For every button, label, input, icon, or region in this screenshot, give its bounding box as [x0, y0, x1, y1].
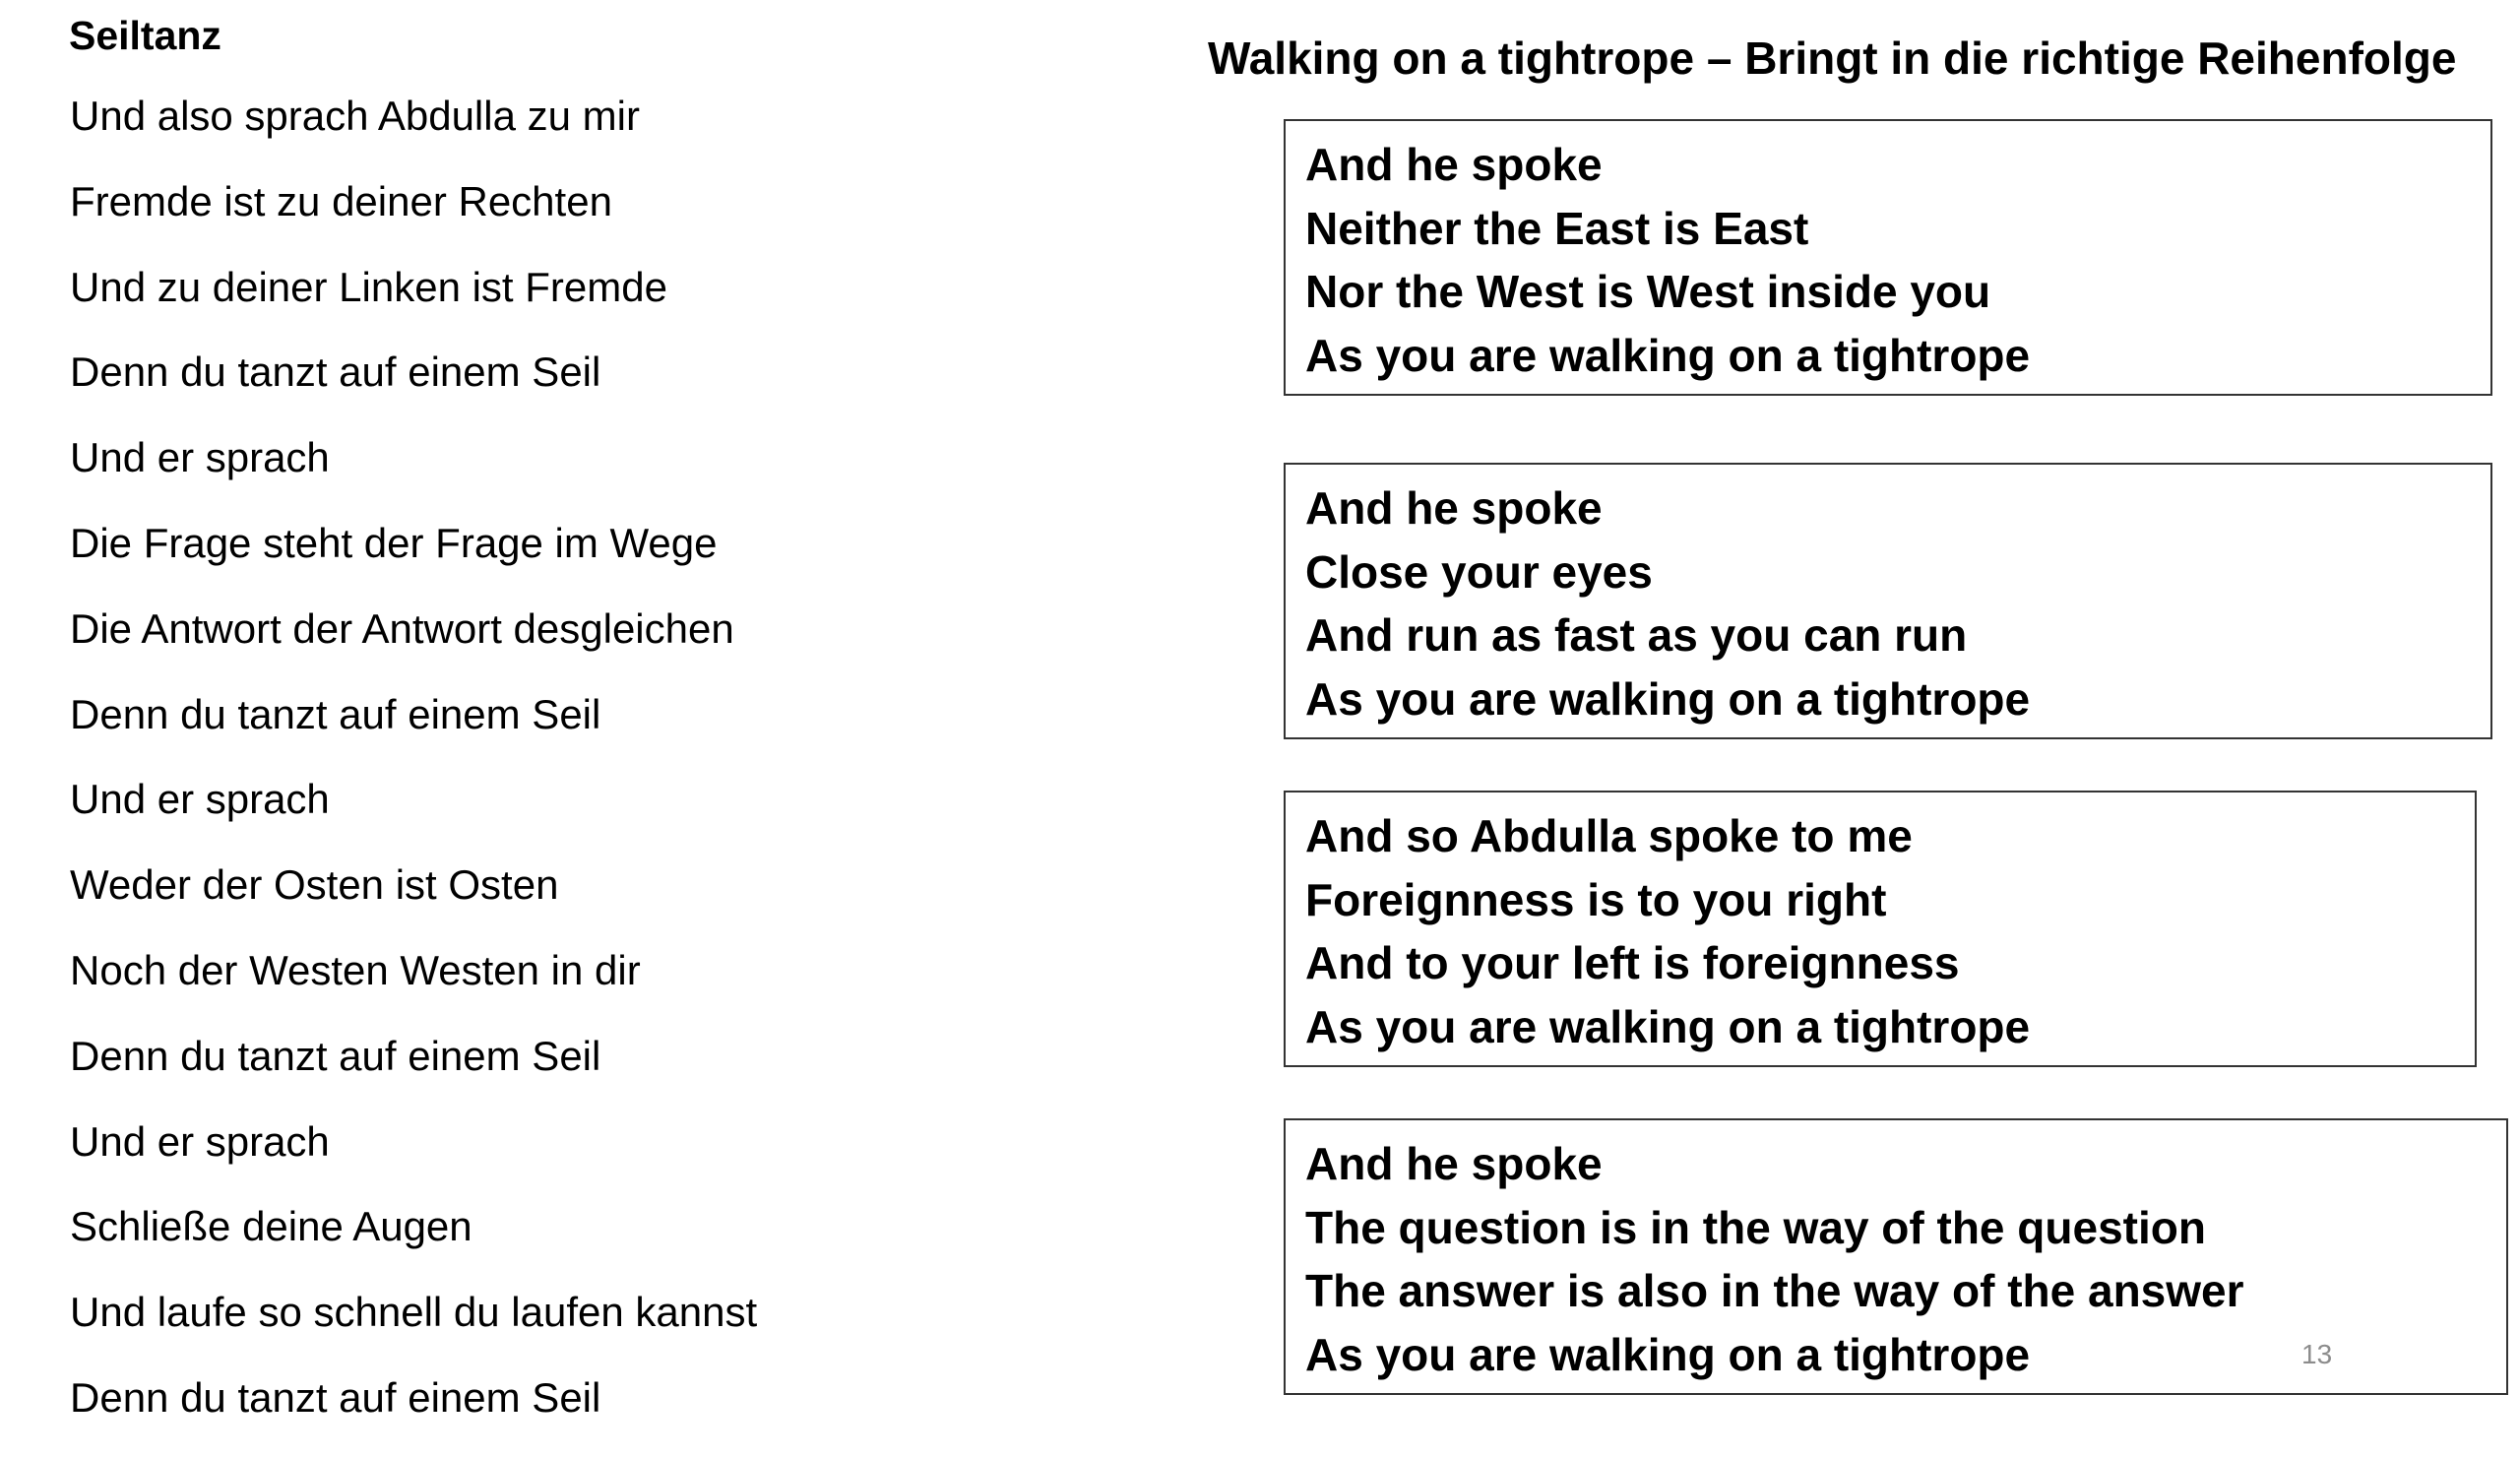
verse-box-3[interactable] — [1284, 791, 2477, 1067]
verse-line: And so Abdulla spoke to me — [1305, 810, 1913, 861]
page-number: 13 — [2301, 1339, 2333, 1369]
german-lyric-line: Noch der Westen Westen in dir — [70, 946, 641, 993]
german-lyric-line: Und er sprach — [70, 434, 330, 481]
german-lyric-line: Denn du tanzt auf einem Seil — [70, 1373, 601, 1421]
german-lyrics-list — [70, 91, 757, 1458]
verse-line: And run as fast as you can run — [1305, 609, 1968, 661]
english-title: Walking on a tightrope – Bringt in die richtige Reihenfolge — [1208, 32, 2457, 84]
german-lyric-line: Weder der Osten ist Osten — [70, 861, 559, 909]
verse-line: The answer is also in the way of the answer — [1305, 1265, 2244, 1316]
verse-box-2[interactable] — [1284, 463, 2492, 739]
verse-line: And he spoke — [1305, 139, 1603, 190]
verse-line: Nor the West is West inside you — [1305, 266, 1991, 317]
german-lyric-line: Fremde ist zu deiner Rechten — [70, 177, 612, 224]
german-lyric-line: Und zu deiner Linken ist Fremde — [70, 263, 667, 310]
verse-line: Neither the East is East — [1305, 202, 1809, 254]
german-lyric-line: Die Antwort der Antwort desgleichen — [70, 604, 734, 652]
verse-line: And he spoke — [1305, 1138, 1603, 1189]
german-lyric-line: Die Frage steht der Frage im Wege — [70, 519, 718, 566]
verse-line: Foreignness is to you right — [1305, 873, 1887, 925]
german-title: Seiltanz — [69, 13, 221, 58]
verse-line: As you are walking on a tightrope — [1305, 329, 2031, 381]
verse-box-1[interactable] — [1284, 119, 2492, 396]
verse-line: And to your left is foreignness — [1305, 937, 1960, 988]
german-lyric-line: Und er sprach — [70, 776, 330, 823]
german-lyric-line: Denn du tanzt auf einem Seil — [70, 349, 601, 396]
verse-line: As you are walking on a tightrope — [1305, 1000, 2031, 1052]
german-lyric-line: Und laufe so schnell du laufen kannst — [70, 1289, 758, 1336]
verse-line: As you are walking on a tightrope — [1305, 1328, 2031, 1380]
german-lyric-line: Und er sprach — [70, 1117, 330, 1165]
verse-line: And he spoke — [1305, 482, 1603, 534]
german-lyric-line: Denn du tanzt auf einem Seil — [70, 1032, 601, 1079]
german-lyric-line: Schließe deine Augen — [70, 1203, 472, 1250]
verse-line: As you are walking on a tightrope — [1305, 672, 2031, 725]
german-lyric-line: Und also sprach Abdulla zu mir — [70, 93, 640, 139]
verse-line: Close your eyes — [1305, 545, 1653, 598]
german-lyric-line: Denn du tanzt auf einem Seil — [70, 690, 601, 737]
verse-line: The question is in the way of the question — [1305, 1201, 2206, 1253]
